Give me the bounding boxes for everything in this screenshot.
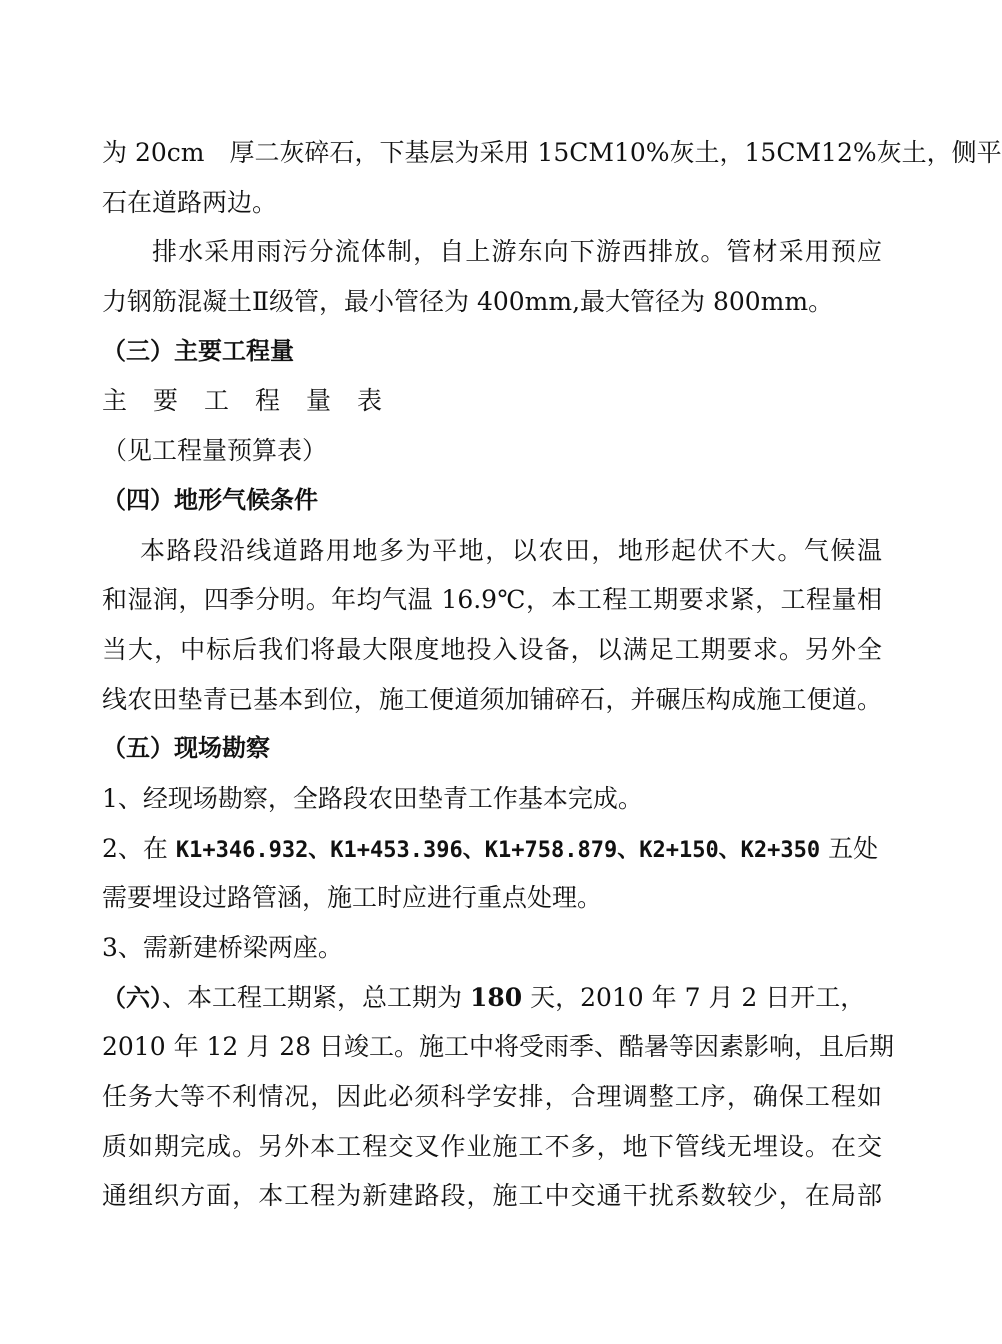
table-title-char: 程 bbox=[255, 386, 281, 416]
paragraph-line: 当大，中标后我们将最大限度地投入设备，以满足工期要求。另外全 bbox=[102, 634, 882, 664]
document-page bbox=[102, 128, 1002, 1221]
survey-item-1: 1、经现场勘察，全路段农田垫青工作基本完成。 bbox=[102, 783, 643, 813]
section-heading-6: （六） bbox=[102, 983, 162, 1012]
table-title-char: 要 bbox=[153, 386, 179, 416]
section-heading-4: （四）地形气候条件 bbox=[102, 485, 318, 514]
table-title-char: 工 bbox=[204, 386, 230, 416]
section-6-text: 、本工程工期紧，总工期为 bbox=[162, 982, 470, 1012]
survey-item-2 bbox=[102, 824, 882, 874]
see-table-note: （见工程量预算表） bbox=[102, 436, 328, 466]
station-list: K1+346.932、K1+453.396、K1+758.879、K2+150、K2+350 bbox=[175, 837, 821, 863]
paragraph-line: 排水采用雨污分流体制，自上游东向下游西排放。管材采用预应 bbox=[152, 237, 882, 267]
table-title-char: 主 bbox=[102, 386, 128, 416]
paragraph-line: 线农田垫青已基本到位，施工便道须加铺碎石，并碾压构成施工便道。 bbox=[102, 684, 882, 714]
paragraph-line: 为 20cm 厚二灰碎石，下基层为采用 15CM10%灰土，15CM12%灰土，侧平 bbox=[102, 138, 1002, 167]
paragraph-line: 2010 年 12 月 28 日竣工。施工中将受雨季、酷暑等因素影响，且后期 bbox=[102, 1032, 894, 1062]
section-6-text: 天，2010 年 7 月 2 日开工， bbox=[522, 982, 866, 1012]
paragraph-line: 任务大等不利情况，因此必须科学安排，合理调整工序，确保工程如 bbox=[102, 1082, 882, 1112]
paragraph-line: 通组织方面，本工程为新建路段，施工中交通干扰系数较少，在局部 bbox=[102, 1181, 882, 1211]
table-title bbox=[102, 376, 882, 426]
section-heading-3: （三）主要工程量 bbox=[102, 336, 294, 365]
survey-item-2-suffix: 五处 bbox=[820, 833, 879, 863]
paragraph-line: 石在道路两边。 bbox=[102, 187, 278, 217]
paragraph-line: 和湿润，四季分明。年均气温 16.9℃，本工程工期要求紧，工程量相 bbox=[102, 585, 882, 615]
paragraph-line: 需要埋设过路管涵，施工时应进行重点处理。 bbox=[102, 883, 603, 913]
survey-item-3: 3、需新建桥梁两座。 bbox=[102, 933, 343, 962]
paragraph-line: 质如期完成。另外本工程交叉作业施工不多，地下管线无埋设。在交 bbox=[102, 1131, 882, 1161]
section-6-line bbox=[102, 973, 882, 1023]
paragraph-line: 力钢筋混凝土Ⅱ级管，最小管径为 400mm,最大管径为 800mm。 bbox=[102, 287, 834, 317]
survey-item-2-prefix: 2、在 bbox=[102, 833, 176, 863]
total-days: 180 bbox=[469, 982, 523, 1012]
section-heading-5: （五）现场勘察 bbox=[102, 734, 270, 763]
table-title-char: 量 bbox=[306, 386, 332, 416]
table-title-char: 表 bbox=[357, 386, 383, 416]
paragraph-line: 本路段沿线道路用地多为平地，以农田，地形起伏不大。气候温 bbox=[140, 535, 882, 565]
